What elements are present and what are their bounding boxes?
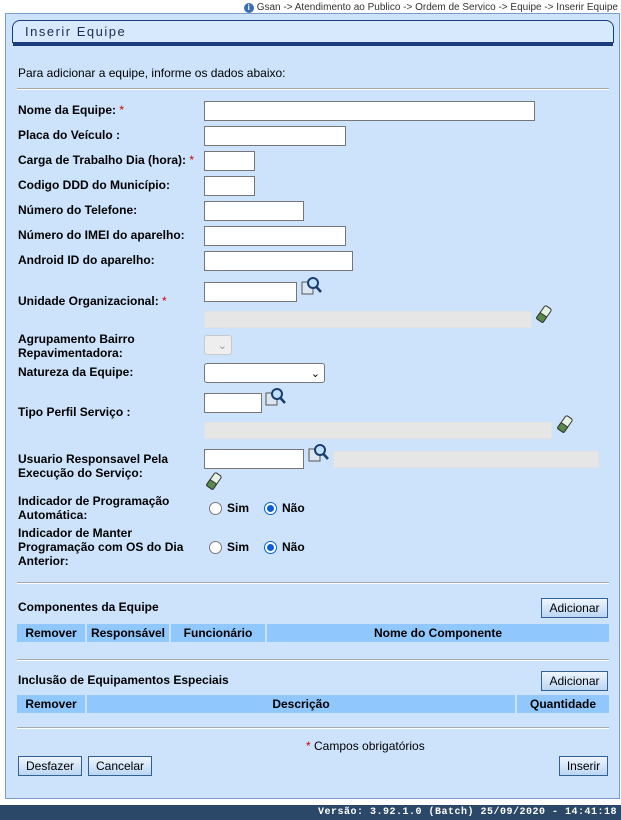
breadcrumb [244,2,618,13]
tipo-perfil-label: Tipo Perfil Serviço : [18,405,131,419]
carga-field[interactable] [204,151,255,171]
breadcrumb-text: Gsan -> Atendimento ao Publico -> Ordem de Servico -> Equipe -> Inserir Equipe [256,2,618,13]
divider [17,727,609,729]
placa-label: Placa do Veículo : [18,128,121,142]
tipo-perfil-code-field[interactable] [204,393,262,413]
divider [17,659,609,661]
ddd-field[interactable] [204,176,255,196]
eraser-icon[interactable] [535,304,553,324]
telefone-label: Número do Telefone: [18,203,138,217]
placa-field[interactable] [204,126,346,146]
android-label: Android ID do aparelho: [18,253,155,267]
nao-label: Não [282,501,305,515]
intro-text: Para adicionar a equipe, informe os dados abaixo: [18,66,286,80]
magnifier-icon[interactable] [308,443,330,463]
sim-label: Sim [227,540,250,554]
magnifier-icon[interactable] [301,276,323,296]
imei-field[interactable] [204,226,346,246]
natureza-select[interactable] [204,363,325,383]
unidade-description [204,311,532,328]
natureza-label: Natureza da Equipe: [18,365,134,379]
add-equipamento-button[interactable]: Adicionar [541,671,608,691]
inserir-button[interactable]: Inserir [559,756,608,776]
carga-label: Carga de Trabalho Dia (hora): * [18,153,195,167]
componentes-table-header [17,624,609,642]
usuario-code-field[interactable] [204,449,304,469]
form-panel [5,13,620,799]
required-note: * Campos obrigatórios [306,739,425,753]
componentes-title: Componentes da Equipe [18,600,159,614]
ddd-label: Codigo DDD do Município: [18,178,170,192]
telefone-field[interactable] [204,201,304,221]
android-field[interactable] [204,251,353,271]
sim-label: Sim [227,501,250,515]
info-icon: i [244,3,254,13]
equipamentos-table-header [17,695,609,713]
prog-auto-options [209,501,305,515]
tipo-perfil-description [204,422,552,439]
nao-label: Não [282,540,305,554]
column-descricao: Descrição [87,695,517,713]
chevron-down-icon: ⌄ [310,368,320,380]
add-componente-button[interactable]: Adicionar [541,598,608,618]
usuario-label: Usuario Responsavel Pela Execução do Serviço: [18,452,169,480]
chevron-down-icon: ⌄ [217,340,227,352]
prog-auto-nao-radio[interactable] [264,502,277,515]
version-footer: Versão: 3.92.1.0 (Batch) 25/09/2020 - 14:41:18 [0,805,621,820]
column-responsavel: Responsável [87,624,171,642]
desfazer-button[interactable]: Desfazer [18,756,82,776]
unidade-label: Unidade Organizacional: * [18,294,167,308]
nome-label: Nome da Equipe: * [18,103,125,117]
nome-field[interactable] [204,101,535,121]
agrupamento-label: Agrupamento Bairro Repavimentadora: [18,332,135,360]
manter-nao-radio[interactable] [264,541,277,554]
imei-label: Número do IMEI do aparelho: [18,228,185,242]
column-quantidade: Quantidade [529,697,596,711]
manter-options [209,540,305,554]
unidade-code-field[interactable] [204,282,297,302]
usuario-description [333,451,599,468]
cancelar-button[interactable]: Cancelar [88,756,152,776]
column-funcionario: Funcionário [171,624,267,642]
prog-auto-label: Indicador de Programação Automática: [18,494,170,522]
agrupamento-select[interactable] [204,335,232,355]
column-remover: Remover [17,624,87,642]
column-nome-componente: Nome do Componente [374,626,502,640]
manter-label: Indicador de Manter Programação com OS do Dia Anterior: [18,526,184,568]
prog-auto-sim-radio[interactable] [209,502,222,515]
eraser-icon[interactable] [205,471,223,491]
equipamentos-title: Inclusão de Equipamentos Especiais [18,673,229,687]
manter-sim-radio[interactable] [209,541,222,554]
magnifier-icon[interactable] [265,387,287,407]
divider [17,582,609,584]
divider [17,88,609,90]
page-title: Inserir Equipe [12,20,614,43]
eraser-icon[interactable] [556,414,574,434]
column-remover: Remover [17,695,87,713]
